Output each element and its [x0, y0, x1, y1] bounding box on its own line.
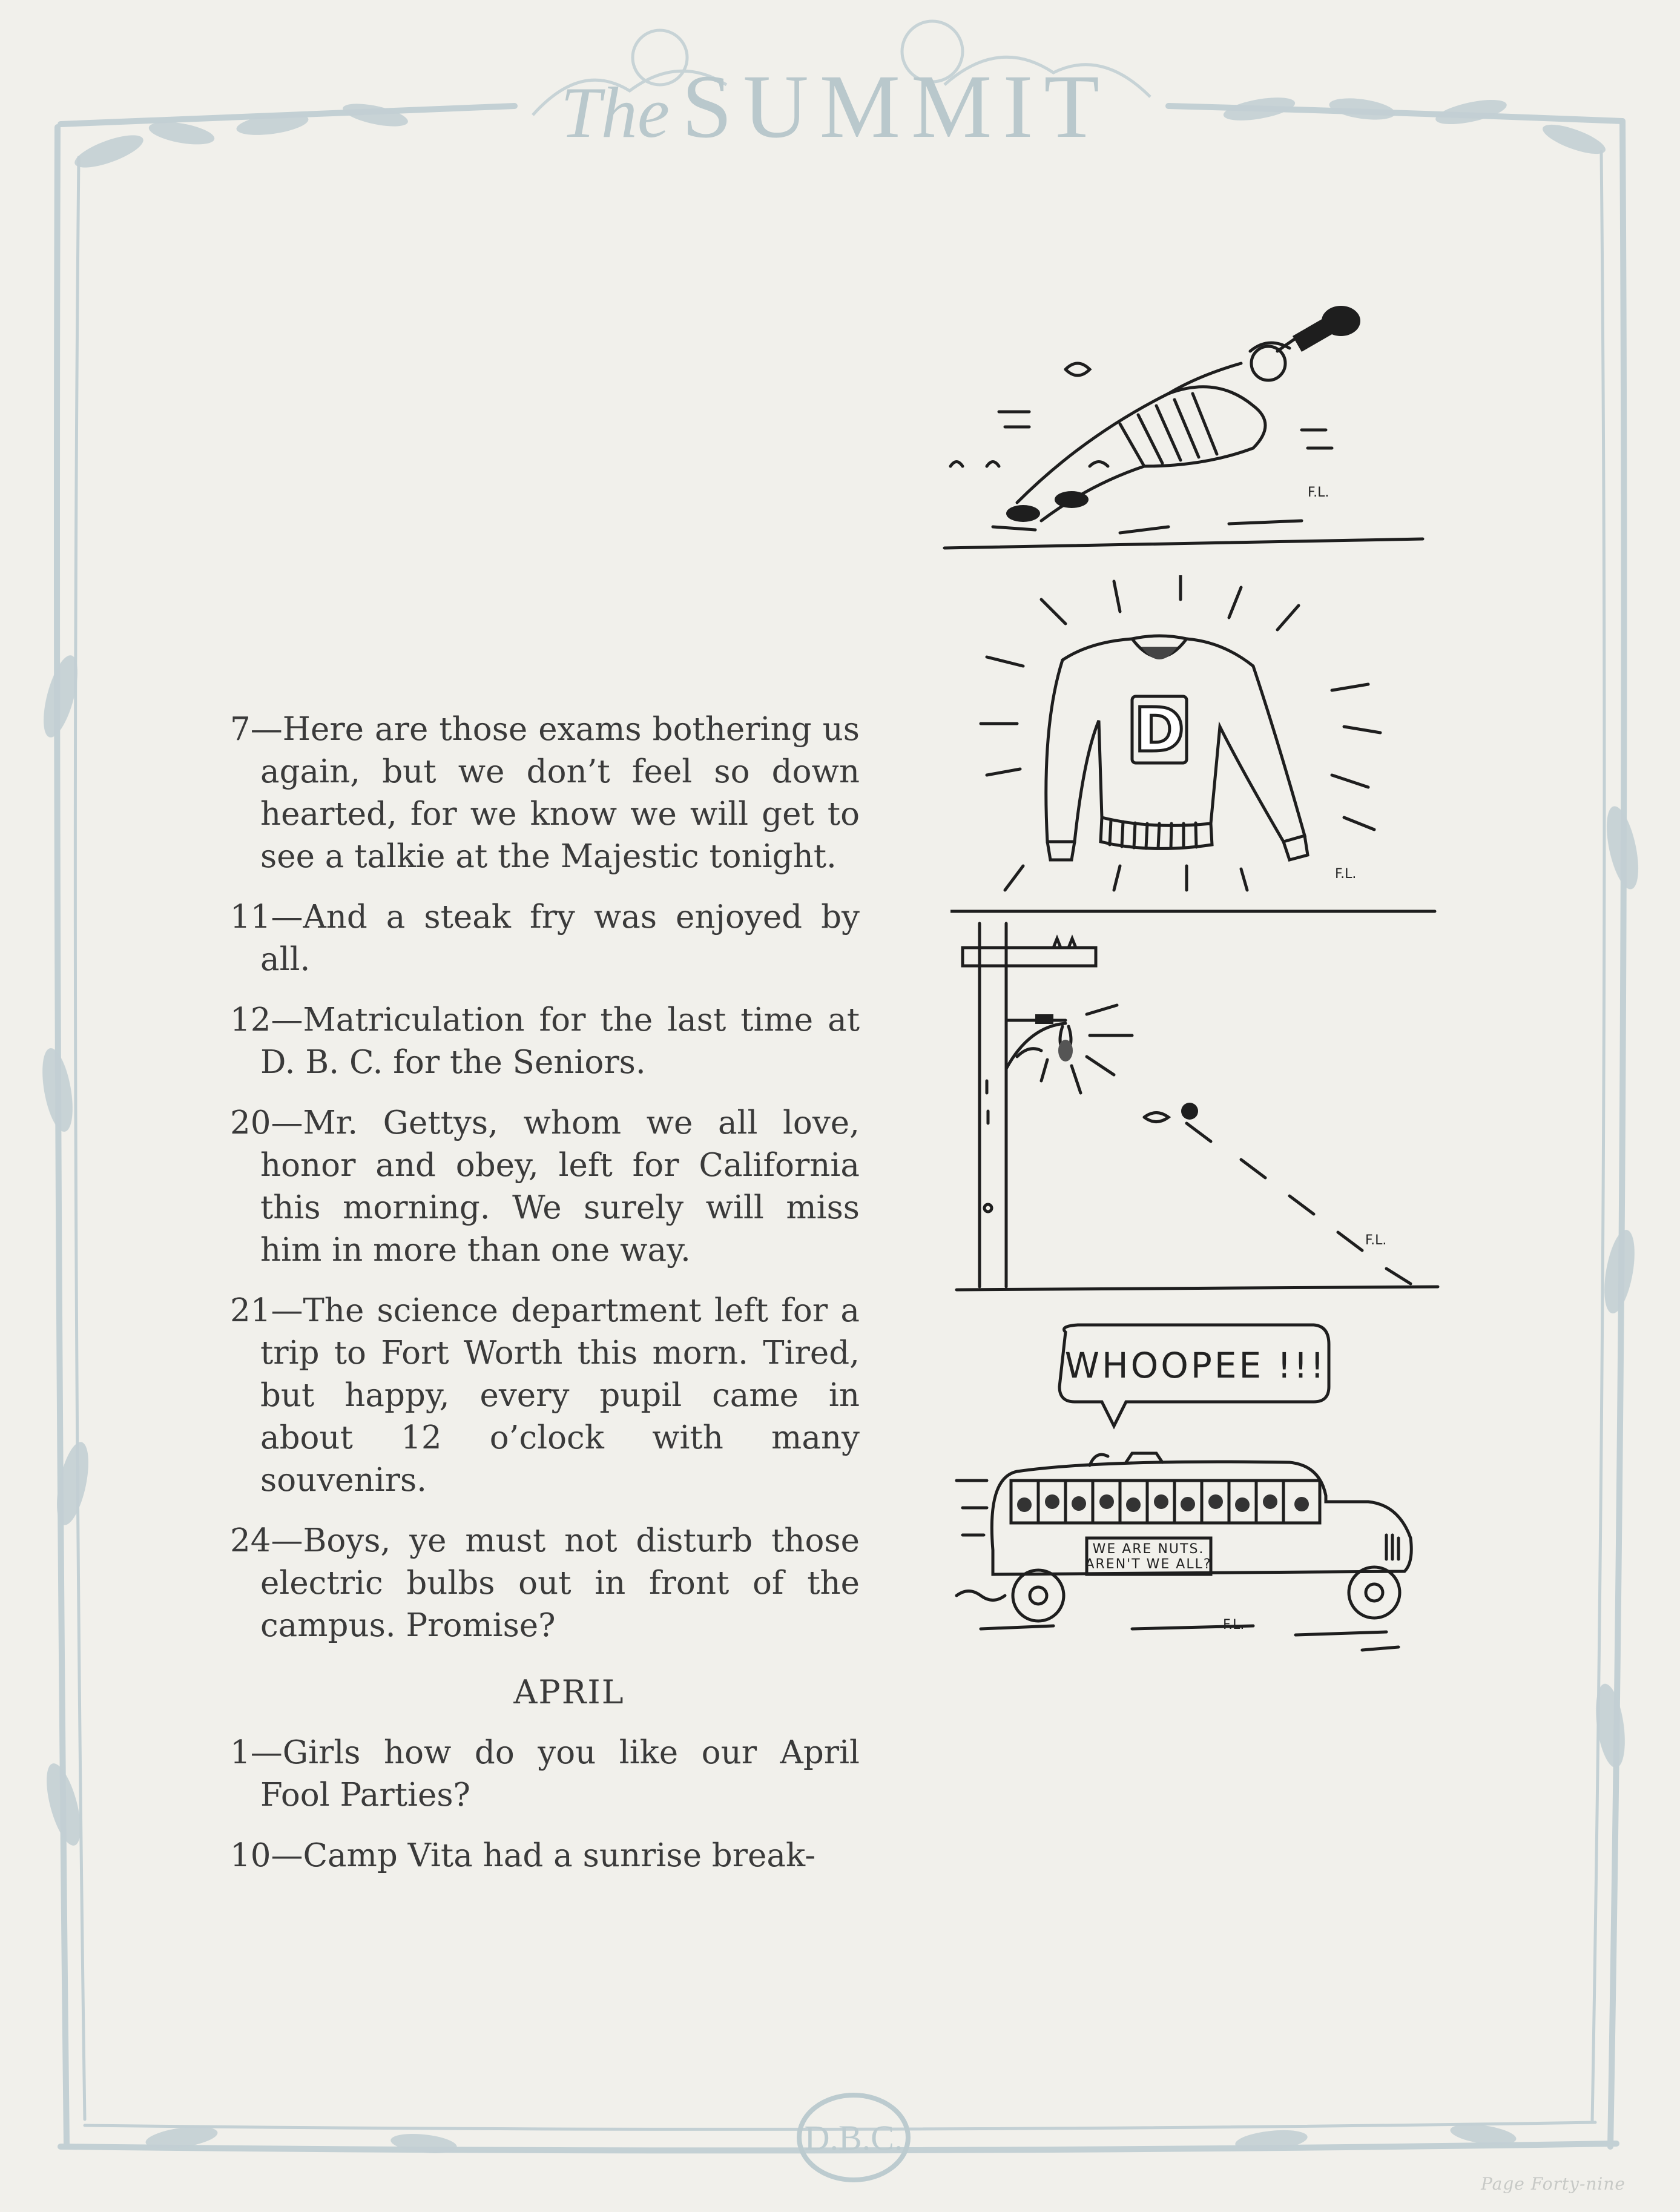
calendar-entry: 20—Mr. Gettys, whom we all love, honor and obey, left for California this morning. We surely will miss him in more than one way.: [230, 1104, 860, 1269]
title-the: The: [560, 72, 670, 153]
calendar-entry: 24—Boys, ye must not disturb those electric bulbs out in front of the campus. Promise?: [230, 1522, 860, 1644]
calendar-entry: 21—The science department left for a trip to Fort Worth this morn. Tired, but happy, every pupil came in about 12 o’clock with many souvenirs.: [230, 1292, 860, 1499]
artist-signature: F.L.: [1308, 485, 1329, 500]
calendar-entry: 12—Matriculation for the last time at D. B. C. for the Seniors.: [230, 1002, 860, 1081]
entry-date: 10: [230, 1837, 271, 1874]
entry-date: 21: [230, 1292, 271, 1329]
street-light-illustration: [950, 905, 1447, 1299]
publication-title: [472, 54, 1199, 163]
month-heading: APRIL: [513, 1673, 625, 1711]
entry-date: 20: [230, 1104, 271, 1141]
entry-text: Mr. Gettys, whom we all love, honor and obey, left for California this morning. We surely will miss him in more than one way.: [260, 1104, 860, 1269]
calendar-entry: 11—And a steak fry was enjoyed by all.: [230, 899, 860, 978]
bus-sign-line-2: AREN'T WE ALL?: [1085, 1557, 1212, 1572]
speech-bubble-text: WHOOPEE !!!: [1064, 1345, 1327, 1386]
entry-text: Boys, ye must not disturb those electric bulbs out in front of the campus. Promise?: [260, 1522, 860, 1644]
entry-text: Girls how do you like our April Fool Parties?: [260, 1734, 860, 1814]
dbc-emblem: [793, 2089, 914, 2186]
bus-sign-line-1: WE ARE NUTS.: [1092, 1542, 1205, 1557]
page-number: Page Forty-nine: [1481, 2174, 1626, 2194]
entry-date: 12: [230, 1002, 271, 1038]
entry-text: Camp Vita had a sunrise break-: [303, 1837, 816, 1874]
bus-trip-illustration: [950, 1320, 1441, 1677]
letter-sweater-illustration: [969, 575, 1423, 914]
baseball-slide-illustration: [938, 285, 1429, 557]
calendar-entry: 10—Camp Vita had a sunrise break-: [230, 1837, 816, 1874]
entry-date: 24: [230, 1522, 271, 1559]
artist-signature: F.L.: [1335, 867, 1357, 882]
dbc-emblem-text: D.B.C.: [804, 2118, 903, 2158]
calendar-entry: 7—Here are those exams bothering us again, but we don’t feel so down hearted, for we know we will get to see a talkie at the Majestic tonight.: [230, 711, 860, 875]
entry-date: 1: [230, 1734, 251, 1771]
sweater-letter: D: [1134, 695, 1185, 765]
entry-text: And a steak fry was enjoyed by all.: [260, 899, 860, 978]
entry-text: The science department left for a trip to Fort Worth this morn. Tired, but happy, every pupil came in about 12 o’clock with many souvenirs.: [260, 1292, 860, 1499]
entry-text: Here are those exams bothering us again, but we don’t feel so down hearted, for we know we will get to see a talkie at the Majestic tonight.: [260, 711, 860, 875]
calendar-text-column: [230, 708, 860, 1895]
calendar-entry: 1—Girls how do you like our April Fool Parties?: [230, 1734, 860, 1814]
entry-date: 11: [230, 899, 271, 936]
entry-text: Matriculation for the last time at D. B. C. for the Seniors.: [260, 1002, 860, 1081]
title-summit: SUMMIT: [681, 56, 1111, 157]
artist-signature: F.L.: [1223, 1617, 1245, 1633]
entry-date: 7: [230, 711, 251, 748]
artist-signature: F.L.: [1365, 1233, 1387, 1248]
